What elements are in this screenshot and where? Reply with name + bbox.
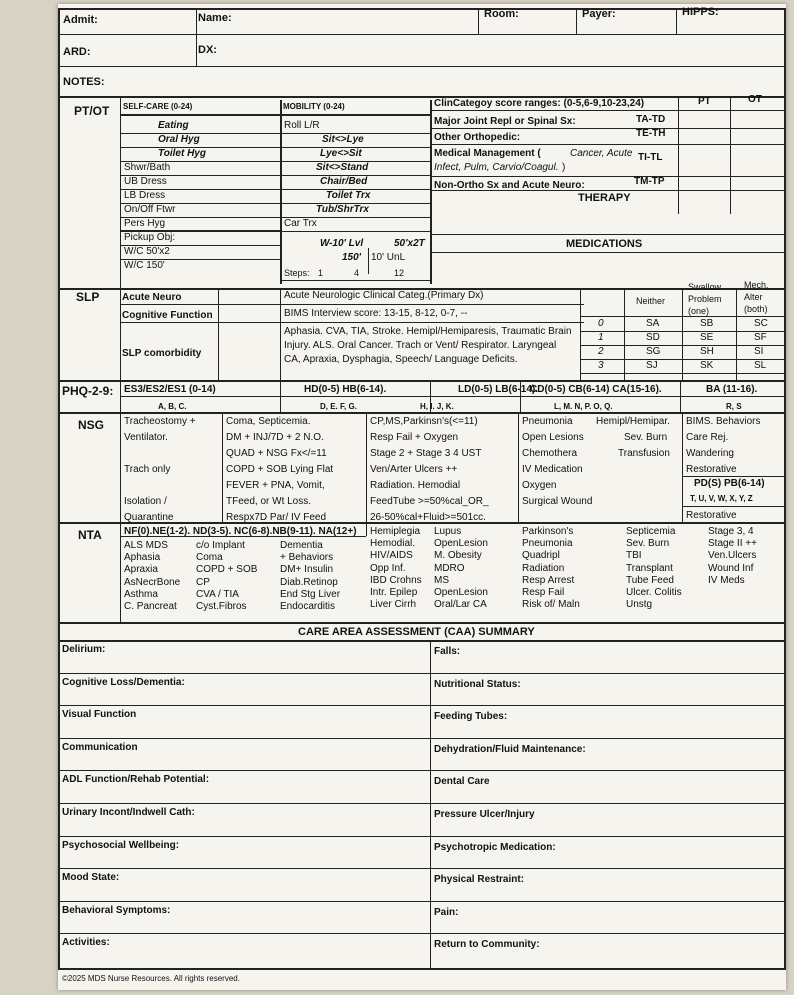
selfcare-item: Pers Hyg	[124, 218, 166, 229]
slp-grid-code: SC	[754, 318, 768, 329]
rule-line	[58, 412, 786, 414]
nta-item: C. Pancreat	[124, 601, 177, 612]
clin-joint: Major Joint Repl or Spinal Sx:	[434, 116, 576, 127]
rule-line	[120, 322, 584, 323]
nsg-item: DM + INJ/7D + 2 N.O.	[226, 432, 324, 443]
footer-copyright: ©2025 MDS Nurse Resources. All rights reserved.	[62, 974, 240, 983]
slp-label: SLP	[76, 290, 100, 304]
rule-line	[682, 288, 683, 380]
rule-line	[430, 128, 784, 129]
nta-item: Unstg	[626, 599, 653, 611]
rule-line	[58, 673, 786, 674]
nsg-item: Stage 2 + Stage 3 4 UST	[370, 448, 482, 459]
nta-head: NF(0).NE(1-2). ND(3-5). NC(6-8).NB(9-11). NA(12+)	[124, 526, 357, 537]
rule-line	[678, 96, 679, 214]
nsg-item: Care Rej.	[686, 432, 729, 443]
rule-line	[624, 288, 625, 380]
rule-line	[120, 304, 584, 305]
slp-grid-code: SA	[646, 318, 660, 329]
ptot-label: PT/OT	[74, 104, 110, 118]
rule-line	[682, 476, 784, 477]
clin-med-i2: Infect, Pulm, Carvio/Coagul.	[434, 162, 559, 173]
nsg-item: Radiation. Hemodial	[370, 480, 461, 491]
nta-item: HIV/AIDS	[370, 550, 413, 562]
mds-worksheet	[58, 4, 786, 990]
nsg-item: Coma, Septicemia.	[226, 416, 311, 427]
slp-acute: Acute Neuro	[122, 292, 182, 303]
name-label: Name:	[198, 12, 232, 24]
nta-item: Coma	[196, 552, 223, 564]
room-label: Room:	[484, 8, 519, 20]
rule-line	[368, 248, 369, 274]
nsg-pd-head: PD(S) PB(6-14)	[694, 478, 765, 489]
rule-line	[58, 380, 786, 382]
slp-grid-code: SI	[754, 346, 764, 357]
mobility-item: Lye<>Sit	[320, 148, 362, 159]
clin-med-end: )	[562, 162, 566, 173]
slp-comorb-3: CA, Apraxia, Dysphagia, Speech/ Language Deficits.	[284, 354, 518, 365]
nta-item: Resp Arrest	[522, 574, 575, 586]
nsg-item: FEVER + PNA, Vomit,	[226, 480, 325, 491]
caa-left-item: ADL Function/Rehab Potential:	[62, 774, 210, 786]
steps-label: Steps:	[284, 268, 310, 278]
nta-item: OpenLesion	[434, 538, 488, 550]
walk-10: W-10' Lvl	[320, 238, 364, 249]
caa-right-item: Return to Community:	[434, 939, 540, 951]
rule-line	[576, 8, 577, 34]
pt-head: PT	[698, 96, 711, 107]
slp-grid-num: 2	[598, 346, 604, 357]
rule-line	[58, 770, 786, 771]
rule-line	[58, 705, 786, 706]
nsg-item: Trach only	[124, 464, 171, 475]
selfcare-item: W/C 50'x2	[124, 246, 170, 257]
rule-line	[58, 868, 786, 869]
slp-grid-code: SF	[754, 332, 767, 343]
nta-item: Dementia	[280, 540, 323, 551]
rule-line	[580, 288, 581, 380]
phq-col: BA (11-16).	[706, 384, 758, 395]
nta-item: Hemiplegia	[370, 526, 421, 537]
nta-label: NTA	[78, 528, 102, 542]
selfcare-item: Pickup Obj:	[124, 232, 176, 243]
rule-line	[120, 536, 366, 537]
slp-grid-code: SB	[700, 318, 714, 329]
nsg-item: Oxygen	[522, 480, 557, 491]
nsg-item: Chemothera	[522, 448, 578, 459]
slp-grid-code: SH	[700, 346, 714, 357]
clin-med: Medical Management (	[434, 148, 541, 159]
nsg-item: Hemipl/Hemipar.	[596, 416, 670, 427]
nta-item: Apraxia	[124, 564, 158, 576]
rule-line	[280, 288, 281, 380]
nsg-item: Pneumonia	[522, 416, 573, 427]
nta-item: Stage II ++	[708, 538, 757, 550]
nta-item: DM+ Insulin	[280, 564, 334, 576]
slp-grid-code: SE	[700, 332, 714, 343]
rule-line	[58, 522, 786, 524]
rule-line	[218, 288, 219, 380]
nta-item: IBD Crohns	[370, 574, 422, 586]
slp-grid-code: SG	[646, 346, 661, 357]
slp-comorb-1: Aphasia. CVA, TIA, Stroke. Hemipl/Hemiparesis, Traumatic Brain	[284, 326, 572, 337]
nta-item: MS	[434, 574, 449, 586]
selfcare-item: LB Dress	[124, 190, 166, 201]
steps-12: 12	[394, 268, 405, 278]
code-teth: TE-TH	[636, 128, 666, 139]
clin-head: ClinCategoy score ranges: (0-5,6-9,10-23,24)	[434, 98, 645, 109]
rule-line	[120, 114, 430, 116]
nta-item: Pneumonia	[522, 538, 573, 550]
slp-mech: (both)	[744, 304, 768, 314]
phq-col: ES3/ES2/ES1 (0-14)	[124, 384, 216, 395]
mobility-item: Roll L/R	[284, 120, 320, 131]
nta-item: Parkinson's	[522, 526, 574, 537]
rule-line	[58, 933, 786, 934]
nsg-item: Surgical Wound	[522, 496, 593, 507]
nta-item: Opp Inf.	[370, 562, 406, 574]
phq-sub: R, S	[726, 402, 742, 411]
nta-item: CVA / TIA	[196, 588, 239, 600]
caa-left-item: Behavioral Symptoms:	[62, 904, 171, 916]
nsg-item: Sev. Burn	[624, 432, 668, 443]
slp-comorbidity: SLP comorbidity	[122, 348, 202, 359]
phq-sub: H, I. J, K.	[420, 402, 454, 411]
dx-label: DX:	[198, 44, 217, 56]
rule-line	[120, 396, 784, 397]
rule-line	[580, 373, 784, 374]
selfcare-item: On/Off Ftwr	[124, 204, 176, 215]
nta-item: Wound Inf	[708, 562, 754, 574]
rule-line	[120, 522, 121, 622]
nta-item: Hemodial.	[370, 538, 416, 550]
rule-line	[58, 836, 786, 837]
medications-label: MEDICATIONS	[566, 238, 643, 250]
selfcare-item: UB Dress	[124, 176, 167, 187]
phq-sub: D, E. F, G.	[320, 402, 357, 411]
caa-right-item: Dehydration/Fluid Maintenance:	[434, 743, 586, 755]
nta-item: Lupus	[434, 526, 462, 537]
slp-neither: Neither	[636, 296, 666, 306]
phq-label: PHQ-2-9:	[62, 384, 114, 398]
caa-right-item: Physical Restraint:	[434, 874, 525, 886]
walk-unl: 10' UnL	[371, 252, 406, 263]
rule-line	[196, 8, 197, 66]
rule-line	[784, 8, 786, 970]
caa-right-item: Pain:	[434, 906, 459, 918]
mobility-item: Toilet Trx	[326, 190, 371, 201]
slp-mech: Mech.	[744, 280, 769, 290]
caa-right-item: Psychotropic Medication:	[434, 841, 556, 853]
nta-item: COPD + SOB	[196, 564, 258, 576]
nta-item: Transplant	[626, 562, 673, 574]
rule-line	[430, 640, 431, 968]
mobility-item: Chair/Bed	[320, 176, 368, 187]
notes-label: NOTES:	[63, 76, 105, 88]
nta-item: Liver Cirrh	[370, 599, 417, 611]
rule-line	[120, 133, 280, 134]
nsg-item: COPD + SOB Lying Flat	[226, 464, 334, 475]
caa-left-item: Urinary Incont/Indwell Cath:	[62, 807, 195, 818]
nta-item: Ven.Ulcers	[708, 550, 757, 562]
nsg-item: Isolation /	[124, 496, 167, 507]
nta-item: Resp Fail	[522, 587, 565, 598]
phq-sub: L, M. N, P. O, Q.	[554, 402, 613, 411]
nsg-item: FeedTube >=50%cal_OR_	[370, 496, 489, 507]
phq-sub: A, B, C.	[158, 402, 187, 411]
nta-item: Septicemia	[626, 526, 676, 537]
rule-line	[366, 412, 367, 522]
ot-head: OT	[748, 94, 762, 105]
rule-line	[430, 110, 784, 111]
rule-line	[682, 506, 784, 507]
nta-item: + Behaviors	[280, 552, 334, 564]
slp-grid-code: SJ	[646, 360, 658, 371]
mobility-item: Tub/ShrTrx	[316, 204, 369, 215]
rule-line	[736, 288, 737, 380]
walk-50: 50'x2T	[394, 238, 425, 249]
nsg-item: Wandering	[686, 448, 734, 459]
nsg-item: QUAD + NSG Fx</=11	[226, 448, 327, 459]
nsg-pd-rest: Restorative	[686, 510, 737, 521]
slp-grid-code: SK	[700, 360, 714, 371]
rule-line	[58, 738, 786, 739]
hipps-label: HIPPS:	[682, 6, 719, 18]
nta-item: Sev. Burn	[626, 538, 670, 550]
rule-line	[730, 96, 731, 214]
rule-line	[58, 66, 786, 67]
slp-comorb-2: Injury. ALS. Oral Cancer. Trach or Vent/ Respirator. Laryngeal	[284, 340, 557, 351]
caa-left-item: Cognitive Loss/Dementia:	[62, 676, 185, 688]
selfcare-item: W/C 150'	[124, 260, 165, 271]
steps-1: 1	[318, 268, 324, 278]
rule-line	[58, 901, 786, 902]
caa-left-item: Communication	[62, 741, 138, 753]
slp-mech: Alter	[744, 292, 763, 302]
caa-right-item: Feeding Tubes:	[434, 711, 508, 723]
walk-150: 150'	[342, 252, 362, 263]
selfcare-item: Eating	[158, 120, 189, 131]
rule-line	[366, 522, 367, 536]
rule-line	[430, 234, 784, 235]
nta-item: Tube Feed	[626, 574, 674, 586]
therapy-label: THERAPY	[578, 192, 631, 204]
nta-item: Radiation	[522, 562, 565, 574]
rule-line	[430, 144, 784, 145]
nsg-item: Quarantine	[124, 512, 174, 523]
slp-bims-text: BIMS Interview score: 13-15, 8-12, 0-7, --	[284, 308, 468, 319]
caa-right-item: Dental Care	[434, 776, 490, 788]
nta-item: TBI	[626, 550, 642, 562]
nsg-item: CP,MS,Parkinsn's(<=11)	[370, 416, 478, 427]
nta-item: MDRO	[434, 562, 465, 574]
nta-item: Quadripl	[522, 550, 560, 562]
nsg-item: IV Medication	[522, 464, 583, 475]
rule-line	[58, 968, 786, 970]
rule-line	[58, 8, 60, 970]
slp-swallow: Problem	[688, 294, 722, 304]
nsg-item: 26-50%cal+Fluid>=501cc.	[370, 512, 486, 523]
nta-item: Endocarditis	[280, 601, 336, 612]
rule-line	[120, 412, 121, 522]
nta-item: ALS MDS	[124, 540, 168, 551]
slp-grid-code: SD	[646, 332, 660, 343]
nta-item: IV Meds	[708, 574, 745, 586]
nta-item: End Stg Liver	[280, 588, 341, 600]
rule-line	[58, 622, 786, 624]
nta-item: Aphasia	[124, 552, 161, 564]
nta-item: Diab.Retinop	[280, 576, 338, 588]
slp-swallow: (one)	[688, 306, 710, 316]
rule-line	[430, 252, 784, 253]
rule-line	[222, 412, 223, 522]
nta-item: Asthma	[124, 588, 158, 600]
slp-grid-code: SL	[754, 360, 767, 371]
ard-label: ARD:	[63, 46, 91, 58]
slp-grid-num: 3	[598, 360, 604, 371]
phq-col: LD(0-5) LB(6-14).	[458, 384, 539, 395]
mobility-item: Car Trx	[284, 218, 317, 229]
rule-line	[58, 640, 786, 642]
phq-col: HD(0-5) HB(6-14).	[304, 384, 387, 395]
rule-line	[280, 231, 430, 232]
clin-ortho: Other Orthopedic:	[434, 132, 521, 143]
mobility-item: Sit<>Lye	[322, 134, 364, 145]
rule-line	[120, 230, 280, 232]
nsg-pd-sub: T, U, V, W, X, Y, Z	[690, 494, 753, 503]
nsg-label: NSG	[78, 418, 105, 432]
nsg-item: Tracheostomy +	[124, 416, 196, 427]
slp-cognitive: Cognitive Function	[122, 310, 213, 321]
slp-swallow: Swallow	[688, 282, 722, 292]
caa-left-item: Psychosocial Wellbeing:	[62, 839, 180, 851]
nta-item: Risk of/ Maln	[522, 599, 580, 611]
selfcare-item: Toilet Hyg	[158, 148, 206, 159]
clin-nonortho: Non-Ortho Sx and Acute Neuro:	[434, 180, 585, 191]
nta-item: Oral/Lar CA	[434, 599, 487, 611]
caa-right-item: Nutritional Status:	[434, 678, 521, 690]
nsg-item: Ventilator.	[124, 432, 168, 443]
caa-right-item: Falls:	[434, 646, 461, 657]
nta-item: CP	[196, 576, 210, 588]
nta-item: c/o Implant	[196, 540, 245, 551]
rule-line	[478, 8, 479, 34]
caa-left-item: Delirium:	[62, 644, 106, 655]
nsg-item: Restorative	[686, 464, 737, 475]
rule-line	[280, 280, 430, 281]
rule-line	[676, 8, 677, 34]
nsg-item: Resp Fail + Oxygen	[370, 432, 459, 443]
slp-grid-num: 1	[598, 332, 604, 343]
caa-left-item: Activities:	[62, 937, 110, 949]
code-tmtp: TM-TP	[634, 176, 665, 187]
nta-item: Ulcer. Colitis	[626, 587, 682, 598]
caa-left-item: Mood State:	[62, 872, 120, 884]
code-tatd: TA-TD	[636, 114, 666, 125]
nta-item: Cyst.Fibros	[196, 601, 247, 612]
rule-line	[58, 96, 786, 98]
selfcare-item: Shwr/Bath	[124, 162, 171, 173]
nsg-item: Respx7D Par/ IV Feed	[226, 512, 327, 523]
nta-item: Stage 3, 4	[708, 526, 754, 537]
rule-line	[518, 412, 519, 522]
nsg-item: TFeed, or Wt Loss.	[226, 496, 312, 507]
selfcare-item: Oral Hyg	[158, 134, 200, 145]
rule-line	[58, 34, 786, 35]
phq-col: CD(0-5) CB(6-14) CA(15-16).	[530, 384, 662, 395]
nta-item: Intr. Epilep	[370, 587, 418, 598]
nsg-item: BIMS. Behaviors	[686, 416, 761, 427]
nta-item: OpenLesion	[434, 587, 488, 598]
nsg-item: Ven/Arter Ulcers ++	[370, 464, 458, 475]
payer-label: Payer:	[582, 8, 616, 20]
steps-4: 4	[354, 268, 360, 278]
caa-right-item: Pressure Ulcer/Injury	[434, 809, 535, 820]
mobility-head: MOBILITY (0-24)	[283, 102, 345, 111]
rule-line	[430, 190, 784, 191]
caa-left-item: Visual Function	[62, 709, 137, 721]
nta-item: M. Obesity	[434, 550, 482, 562]
rule-line	[280, 100, 282, 284]
slp-grid-num: 0	[598, 318, 604, 329]
rule-line	[430, 176, 784, 177]
clin-med-i: Cancer, Acute	[570, 148, 633, 159]
selfcare-head: SELF-CARE (0-24)	[123, 102, 193, 111]
nsg-item: Open Lesions	[522, 432, 584, 443]
slp-acute-text: Acute Neurologic Clinical Categ.(Primary Dx)	[284, 290, 484, 301]
code-titl: TI-TL	[638, 152, 663, 163]
nta-item: AsNecrBone	[124, 576, 181, 588]
rule-line	[580, 316, 784, 317]
rule-line	[58, 803, 786, 804]
nsg-item: Transfusion	[618, 448, 670, 459]
mobility-item: Sit<>Stand	[316, 162, 369, 173]
caa-title: CARE AREA ASSESSMENT (CAA) SUMMARY	[298, 626, 535, 638]
rule-line	[120, 288, 121, 380]
admit-label: Admit:	[63, 14, 98, 26]
